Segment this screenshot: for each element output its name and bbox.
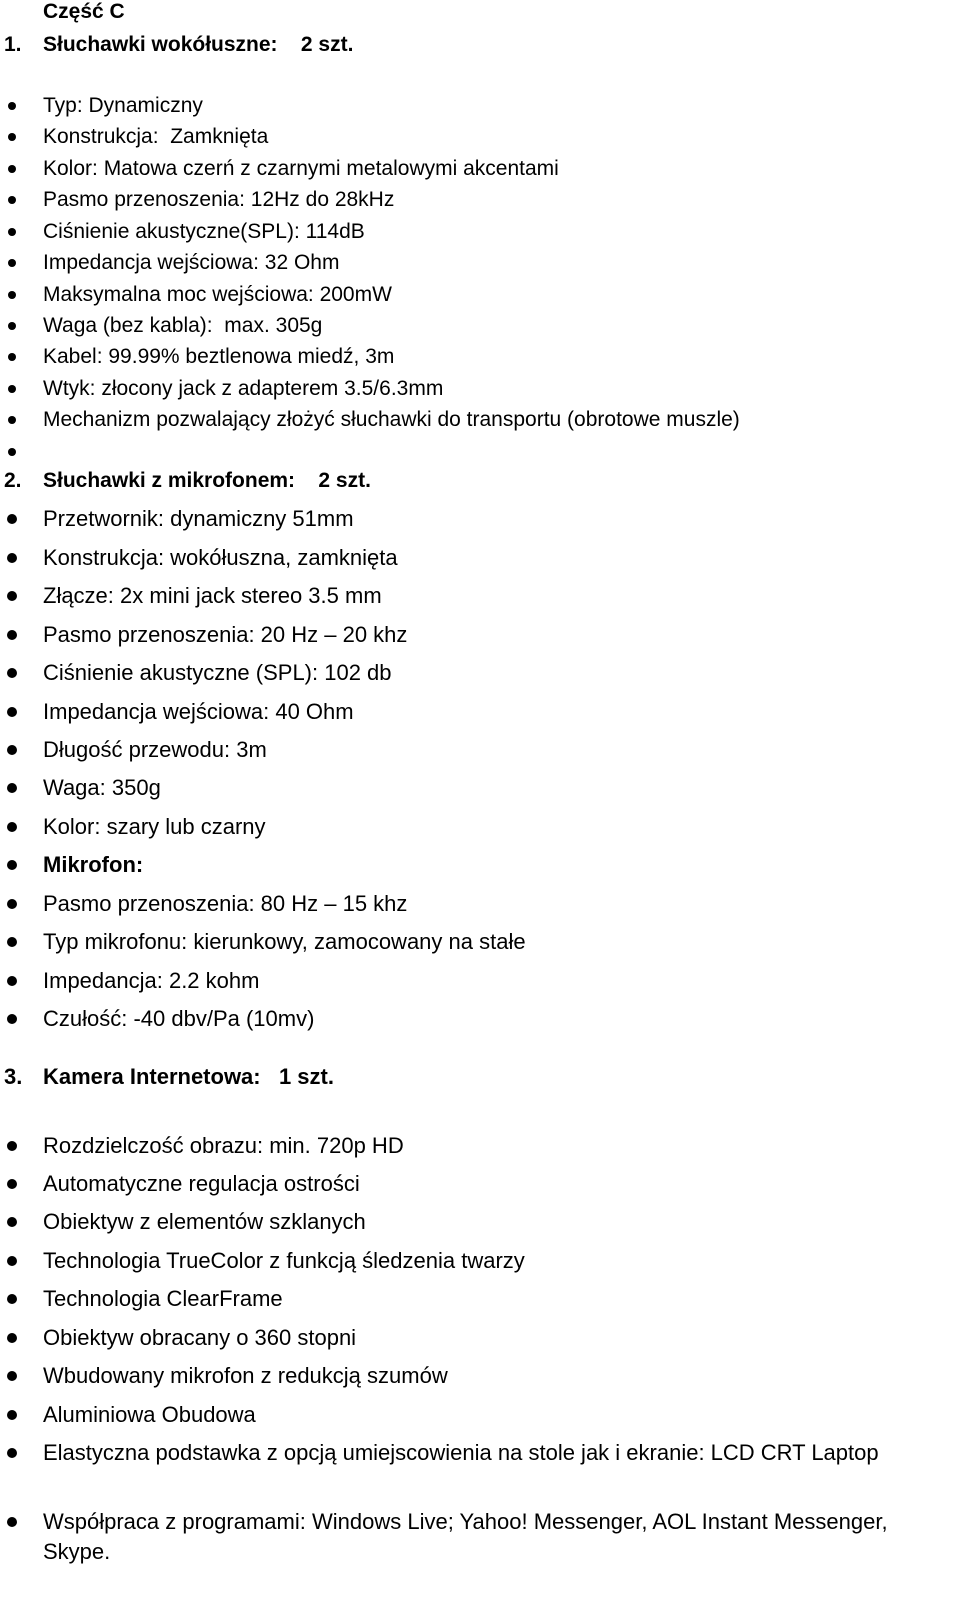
list-item-text: Przetwornik: dynamiczny 51mm <box>43 506 354 531</box>
section1-number: 1. <box>4 33 22 56</box>
list-item-text: Wbudowany mikrofon z redukcją szumów <box>43 1363 448 1388</box>
bullet-icon <box>8 133 16 141</box>
list-item-text: Impedancja: 2.2 kohm <box>43 968 260 993</box>
bullet-icon <box>8 228 16 236</box>
bullet-icon <box>7 899 17 909</box>
list-item-text: Automatyczne regulacja ostrości <box>43 1171 360 1196</box>
bullet-icon <box>7 860 17 870</box>
list-item-text: Pasmo przenoszenia: 12Hz do 28kHz <box>43 188 395 211</box>
bullet-icon <box>7 591 17 601</box>
list-item-text: Aluminiowa Obudowa <box>43 1402 256 1427</box>
list-item-text: Współpraca z programami: Windows Live; Yahoo! Messenger, AOL Instant Messenger, Skype. <box>43 1509 888 1564</box>
bullet-icon <box>7 1141 17 1151</box>
list-item-text: Ciśnienie akustyczne(SPL): 114dB <box>43 220 365 243</box>
list-item-text: Kabel: 99.99% beztlenowa miedź, 3m <box>43 345 395 368</box>
list-item-text: Maksymalna moc wejściowa: 200mW <box>43 283 392 306</box>
bullet-icon <box>7 1294 17 1304</box>
list-item-text: Złącze: 2x mini jack stereo 3.5 mm <box>43 583 382 608</box>
list-item-text: Waga: 350g <box>43 775 161 800</box>
bullet-icon <box>7 1333 17 1343</box>
section2-title: Słuchawki z mikrofonem: 2 szt. <box>43 469 371 492</box>
section2-number: 2. <box>4 469 22 492</box>
bullet-icon <box>7 707 17 717</box>
bullet-icon <box>7 630 17 640</box>
list-item-text: Mechanizm pozwalający złożyć słuchawki do transportu (obrotowe muszle) <box>43 408 740 431</box>
list-item-text: Kolor: Matowa czerń z czarnymi metalowymi akcentami <box>43 157 559 180</box>
list-item-text: Obiektyw obracany o 360 stopni <box>43 1325 357 1350</box>
list-item-text: Pasmo przenoszenia: 80 Hz – 15 khz <box>43 891 408 916</box>
bullet-icon <box>8 102 16 110</box>
list-item-text: Impedancja wejściowa: 40 Ohm <box>43 699 354 724</box>
bullet-icon <box>8 322 16 330</box>
bullet-icon <box>7 1448 17 1458</box>
list-item-text: Ciśnienie akustyczne (SPL): 102 db <box>43 660 392 685</box>
bullet-icon <box>7 822 17 832</box>
bullet-icon <box>7 514 17 524</box>
section3-title: Kamera Internetowa: 1 szt. <box>43 1064 334 1089</box>
bullet-icon <box>7 1410 17 1420</box>
bullet-icon <box>7 1217 17 1227</box>
list-item-text: Kolor: szary lub czarny <box>43 814 266 839</box>
bullet-icon <box>7 1014 17 1024</box>
bullet-icon <box>7 668 17 678</box>
list-item-text: Wtyk: złocony jack z adapterem 3.5/6.3mm <box>43 377 444 400</box>
bullet-icon <box>7 937 17 947</box>
list-item-text: Typ mikrofonu: kierunkowy, zamocowany na stałe <box>43 929 526 954</box>
section1-title: Słuchawki wokółuszne: 2 szt. <box>43 33 354 56</box>
list-item-text: Obiektyw z elementów szklanych <box>43 1209 366 1234</box>
list-item-text: Długość przewodu: 3m <box>43 737 267 762</box>
bullet-icon <box>7 783 17 793</box>
list-item-text: Impedancja wejściowa: 32 Ohm <box>43 251 340 274</box>
bullet-icon <box>7 1256 17 1266</box>
bullet-icon <box>7 1179 17 1189</box>
list-item-text: Typ: Dynamiczny <box>43 94 203 117</box>
list-item-text: Konstrukcja: Zamknięta <box>43 125 269 148</box>
bullet-icon <box>8 259 16 267</box>
bullet-icon <box>8 291 16 299</box>
bullet-icon <box>8 196 16 204</box>
part-heading: Część C <box>43 0 125 23</box>
list-item-text: Pasmo przenoszenia: 20 Hz – 20 khz <box>43 622 408 647</box>
bullet-icon <box>7 1517 17 1527</box>
list-item-text: Waga (bez kabla): max. 305g <box>43 314 323 337</box>
bullet-icon <box>8 353 16 361</box>
list-item-text: Technologia ClearFrame <box>43 1286 283 1311</box>
bullet-icon <box>7 976 17 986</box>
section3-number: 3. <box>4 1064 23 1089</box>
bullet-icon <box>8 385 16 393</box>
bullet-icon <box>8 416 16 424</box>
list-item-text: Technologia TrueColor z funkcją śledzenia twarzy <box>43 1248 525 1273</box>
bullet-icon <box>7 553 17 563</box>
list-item-text: Elastyczna podstawka z opcją umiejscowienia na stole jak i ekranie: LCD CRT Laptop <box>43 1440 879 1465</box>
bullet-icon <box>7 745 17 755</box>
list-item-text: Czułość: -40 dbv/Pa (10mv) <box>43 1006 315 1031</box>
list-item-text: Konstrukcja: wokółuszna, zamknięta <box>43 545 398 570</box>
bullet-icon <box>7 1371 17 1381</box>
list-item-text: Mikrofon: <box>43 852 144 877</box>
list-item-text: Rozdzielczość obrazu: min. 720p HD <box>43 1133 404 1158</box>
bullet-icon <box>8 165 16 173</box>
bullet-icon <box>8 448 16 456</box>
